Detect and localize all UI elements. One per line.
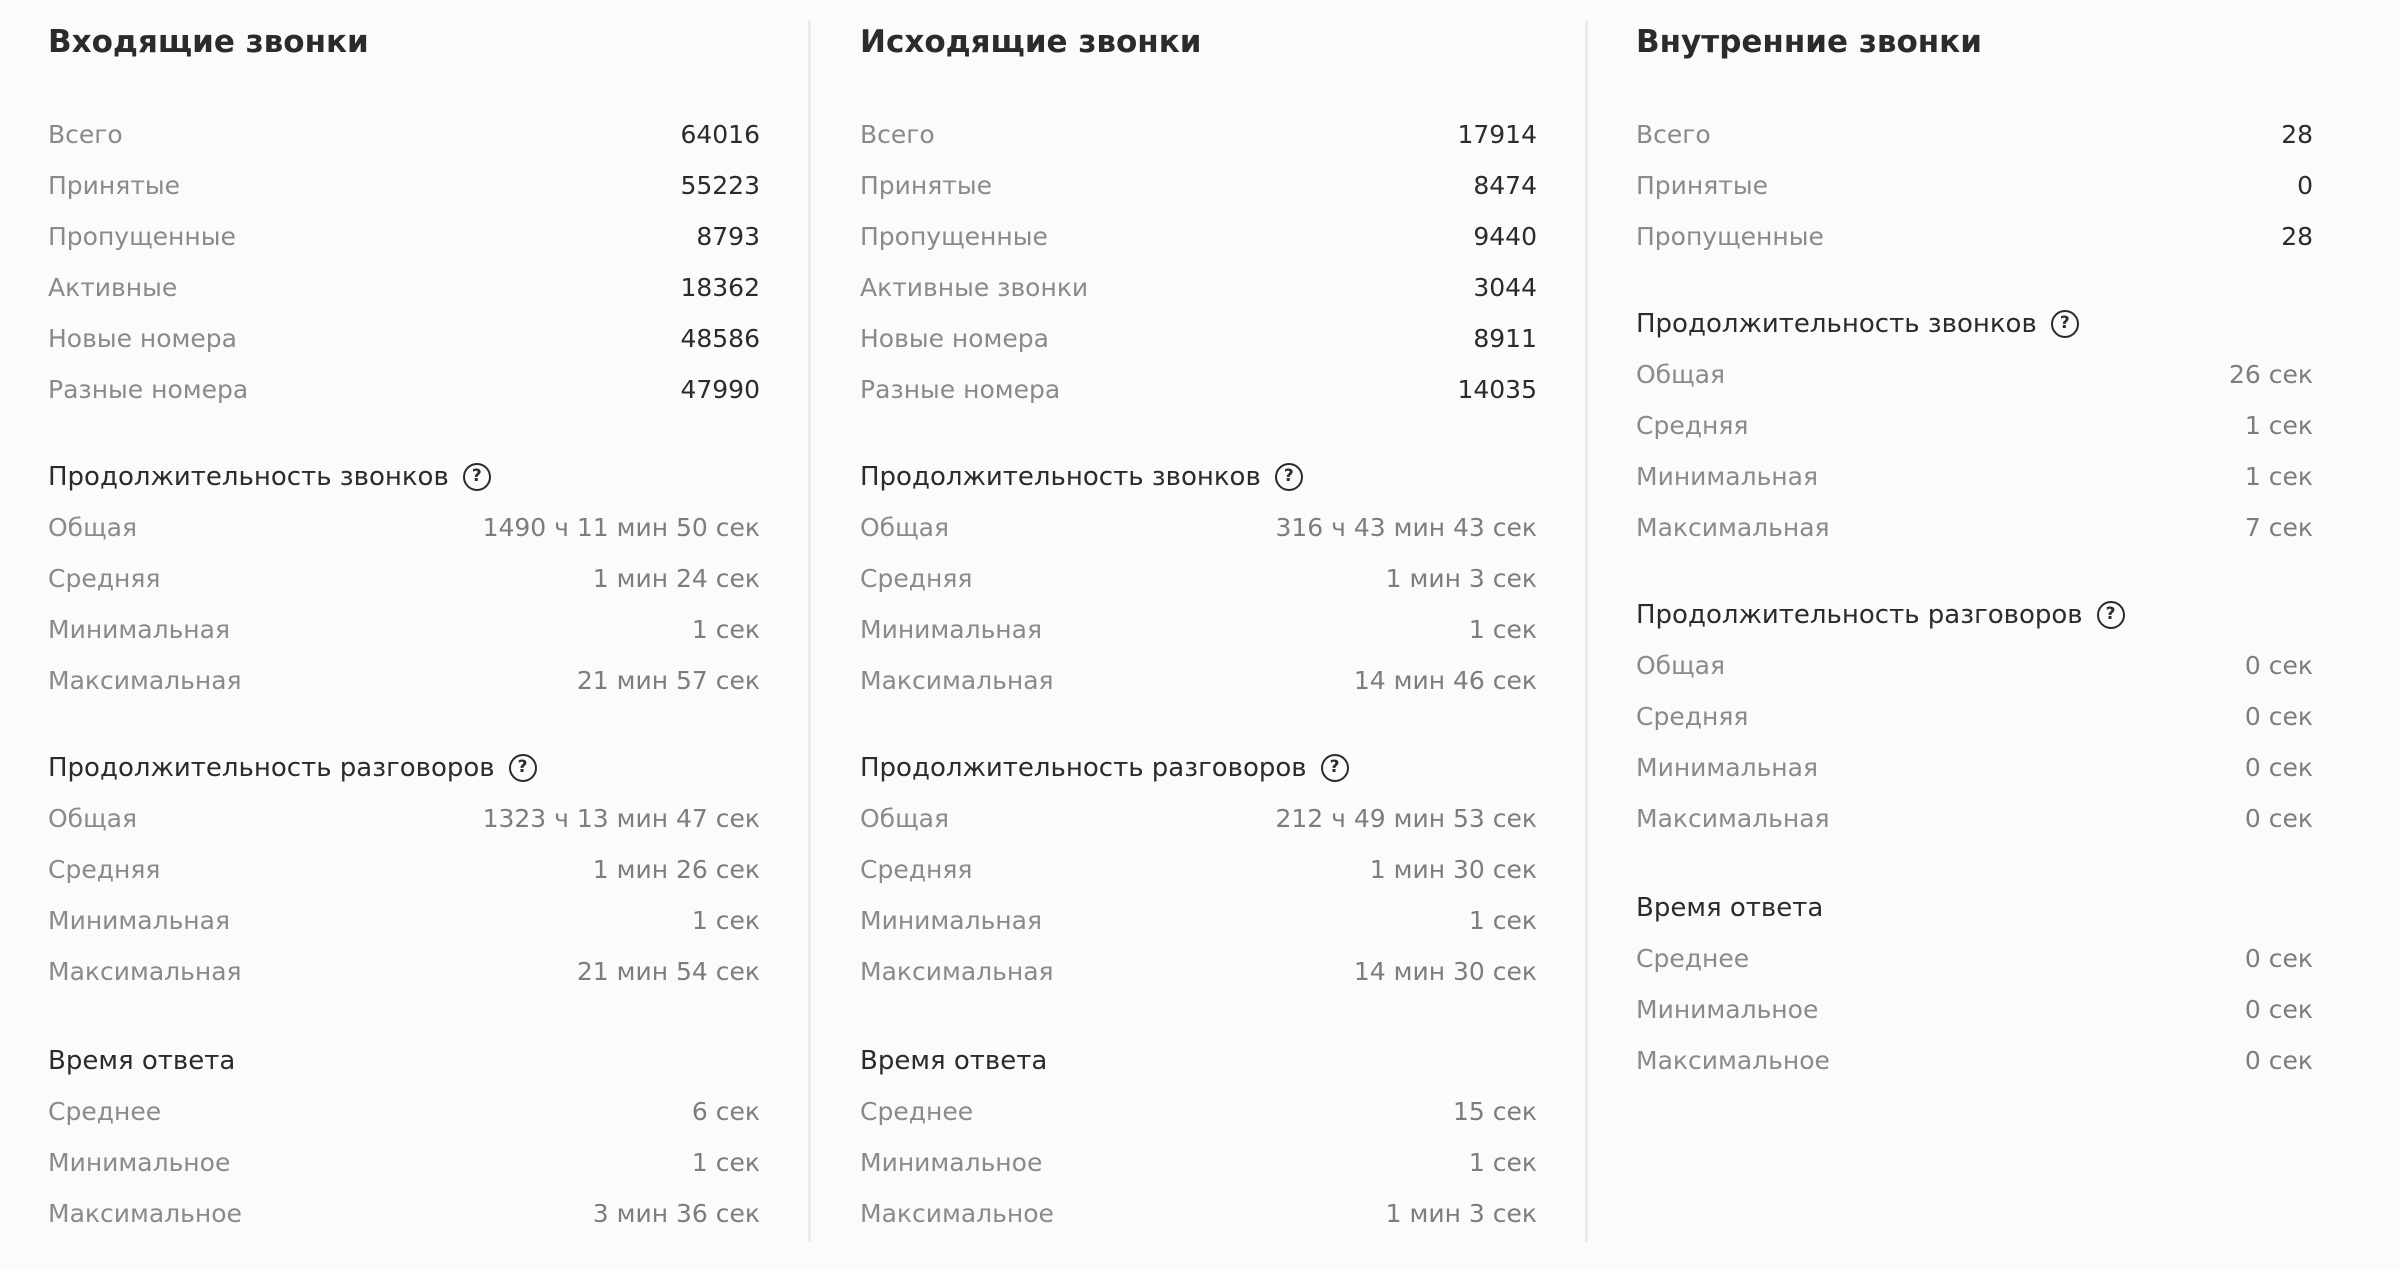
stat-label: Разные номера	[860, 375, 1061, 404]
duration-row-total	[48, 793, 760, 844]
stat-label: Среднее	[48, 1097, 162, 1126]
stat-value: 8474	[1473, 171, 1537, 200]
stat-value: 3 мин 36 сек	[592, 1199, 760, 1228]
question-circle-icon[interactable]: ?	[2051, 310, 2079, 338]
duration-row-max	[48, 946, 760, 997]
stat-value: 17914	[1457, 120, 1537, 149]
talk-duration-heading	[860, 742, 1349, 793]
stat-label: Активные звонки	[860, 273, 1089, 302]
stat-label: Разные номера	[48, 375, 249, 404]
answer-row-max	[48, 1188, 760, 1239]
section-title: Продолжительность звонков	[860, 461, 1261, 492]
stat-row-active	[860, 262, 1537, 313]
stat-value: 316 ч 43 мин 43 сек	[1275, 513, 1537, 542]
stat-value: 64016	[680, 120, 760, 149]
answer-row-min	[48, 1137, 760, 1188]
duration-row-max	[1636, 502, 2313, 553]
stat-label: Минимальная	[1636, 462, 1819, 491]
stat-value: 9440	[1473, 222, 1537, 251]
duration-row-min	[48, 604, 760, 655]
section-title: Время ответа	[860, 1045, 1048, 1076]
stat-label: Максимальная	[48, 957, 242, 986]
section-title: Продолжительность звонков	[1636, 308, 2037, 339]
stat-value: 0 сек	[2244, 1046, 2313, 1075]
internal-calls-title: Внутренние звонки	[1636, 24, 1982, 60]
stat-label: Общая	[48, 513, 138, 542]
stat-row-new-numbers	[860, 313, 1537, 364]
stat-value: 1490 ч 11 мин 50 сек	[482, 513, 760, 542]
stat-value: 1 мин 3 сек	[1385, 564, 1537, 593]
stat-label: Принятые	[1636, 171, 1768, 200]
section-title: Время ответа	[1636, 892, 1824, 923]
stat-value: 14 мин 30 сек	[1353, 957, 1537, 986]
stat-value: 28	[2281, 120, 2313, 149]
column-divider	[808, 20, 811, 1242]
duration-row-average	[860, 553, 1537, 604]
duration-row-total	[1636, 640, 2313, 691]
answer-row-min	[860, 1137, 1537, 1188]
incoming-calls-panel	[48, 0, 760, 1270]
duration-row-min	[860, 895, 1537, 946]
stat-row-missed	[1636, 211, 2313, 262]
duration-row-total	[48, 502, 760, 553]
stat-value: 28	[2281, 222, 2313, 251]
call-duration-heading	[860, 451, 1303, 502]
stat-label: Максимальная	[1636, 513, 1830, 542]
stat-value: 1 мин 30 сек	[1369, 855, 1537, 884]
stat-label: Минимальное	[860, 1148, 1043, 1177]
stat-label: Максимальное	[48, 1199, 242, 1228]
section-title: Время ответа	[48, 1045, 236, 1076]
stat-value: 55223	[680, 171, 760, 200]
stat-value: 0 сек	[2244, 651, 2313, 680]
stat-value: 1 сек	[2244, 462, 2313, 491]
duration-row-max	[860, 655, 1537, 706]
stat-row-total	[1636, 109, 2313, 160]
stat-value: 8911	[1473, 324, 1537, 353]
stat-value: 1 сек	[1468, 906, 1537, 935]
stat-value: 8793	[696, 222, 760, 251]
incoming-calls-title: Входящие звонки	[48, 24, 369, 60]
stat-value: 7 сек	[2244, 513, 2313, 542]
stat-value: 0 сек	[2244, 753, 2313, 782]
answer-time-heading	[1636, 882, 1823, 933]
stat-value: 1 сек	[691, 1148, 760, 1177]
duration-row-min	[1636, 742, 2313, 793]
stat-value: 0 сек	[2244, 995, 2313, 1024]
stat-label: Максимальная	[48, 666, 242, 695]
duration-row-max	[48, 655, 760, 706]
section-title: Продолжительность разговоров	[1636, 599, 2083, 630]
stat-label: Минимальное	[1636, 995, 1819, 1024]
stat-label: Максимальное	[1636, 1046, 1830, 1075]
stat-label: Активные	[48, 273, 178, 302]
answer-row-average	[1636, 933, 2313, 984]
answer-row-average	[860, 1086, 1537, 1137]
stat-label: Максимальная	[1636, 804, 1830, 833]
duration-row-min	[48, 895, 760, 946]
stat-value: 212 ч 49 мин 53 сек	[1275, 804, 1537, 833]
stat-label: Минимальная	[860, 906, 1043, 935]
stat-value: 47990	[680, 375, 760, 404]
stat-label: Средняя	[1636, 411, 1749, 440]
answer-row-average	[48, 1086, 760, 1137]
stat-label: Минимальная	[1636, 753, 1819, 782]
talk-duration-heading	[1636, 589, 2125, 640]
question-circle-icon[interactable]: ?	[2097, 601, 2125, 629]
duration-row-average	[48, 553, 760, 604]
stat-value: 1 сек	[1468, 1148, 1537, 1177]
question-circle-icon[interactable]: ?	[1275, 463, 1303, 491]
stat-label: Минимальная	[860, 615, 1043, 644]
stat-label: Общая	[860, 804, 950, 833]
stat-row-distinct-numbers	[860, 364, 1537, 415]
question-circle-icon[interactable]: ?	[463, 463, 491, 491]
call-duration-heading	[1636, 298, 2079, 349]
stat-label: Всего	[48, 120, 123, 149]
stat-row-accepted	[1636, 160, 2313, 211]
stat-value: 14035	[1457, 375, 1537, 404]
stat-label: Средняя	[48, 855, 161, 884]
stat-label: Принятые	[48, 171, 180, 200]
stat-row-accepted	[860, 160, 1537, 211]
stat-value: 1323 ч 13 мин 47 сек	[482, 804, 760, 833]
stat-value: 6 сек	[691, 1097, 760, 1126]
stat-label: Минимальная	[48, 615, 231, 644]
stat-value: 1 сек	[691, 906, 760, 935]
section-title: Продолжительность разговоров	[860, 752, 1307, 783]
stat-label: Средняя	[48, 564, 161, 593]
outgoing-calls-panel	[860, 0, 1537, 1270]
stat-row-total	[48, 109, 760, 160]
duration-row-average	[1636, 400, 2313, 451]
stat-value: 1 сек	[2244, 411, 2313, 440]
stat-label: Общая	[860, 513, 950, 542]
stat-label: Пропущенные	[1636, 222, 1824, 251]
internal-calls-panel	[1636, 0, 2313, 1270]
stat-label: Среднее	[860, 1097, 974, 1126]
stat-value: 1 мин 24 сек	[592, 564, 760, 593]
duration-row-min	[860, 604, 1537, 655]
duration-row-total	[860, 793, 1537, 844]
stat-value: 1 сек	[1468, 615, 1537, 644]
stat-label: Максимальное	[860, 1199, 1054, 1228]
stat-row-active	[48, 262, 760, 313]
stat-label: Общая	[48, 804, 138, 833]
stat-value: 18362	[680, 273, 760, 302]
stat-label: Средняя	[860, 564, 973, 593]
stat-value: 1 мин 3 сек	[1385, 1199, 1537, 1228]
answer-time-heading	[860, 1035, 1047, 1086]
answer-time-heading	[48, 1035, 235, 1086]
column-divider	[1585, 20, 1588, 1242]
duration-row-total	[1636, 349, 2313, 400]
stat-label: Пропущенные	[860, 222, 1048, 251]
stat-value: 0	[2297, 171, 2313, 200]
stat-value: 15 сек	[1453, 1097, 1537, 1126]
stat-label: Общая	[1636, 651, 1726, 680]
stat-label: Минимальное	[48, 1148, 231, 1177]
stat-row-missed	[860, 211, 1537, 262]
stat-label: Всего	[1636, 120, 1711, 149]
stat-label: Пропущенные	[48, 222, 236, 251]
stat-row-total	[860, 109, 1537, 160]
stat-label: Новые номера	[860, 324, 1049, 353]
stat-label: Общая	[1636, 360, 1726, 389]
stat-row-new-numbers	[48, 313, 760, 364]
stat-value: 3044	[1473, 273, 1537, 302]
stat-value: 1 сек	[691, 615, 760, 644]
duration-row-average	[860, 844, 1537, 895]
talk-duration-heading	[48, 742, 537, 793]
duration-row-max	[860, 946, 1537, 997]
stat-label: Принятые	[860, 171, 992, 200]
stat-value: 21 мин 57 сек	[576, 666, 760, 695]
stat-label: Средняя	[860, 855, 973, 884]
outgoing-calls-title: Исходящие звонки	[860, 24, 1202, 60]
stat-value: 0 сек	[2244, 702, 2313, 731]
stat-label: Среднее	[1636, 944, 1750, 973]
stat-value: 48586	[680, 324, 760, 353]
stat-label: Средняя	[1636, 702, 1749, 731]
stat-label: Новые номера	[48, 324, 237, 353]
section-title: Продолжительность звонков	[48, 461, 449, 492]
answer-row-min	[1636, 984, 2313, 1035]
stat-value: 26 сек	[2229, 360, 2313, 389]
duration-row-average	[48, 844, 760, 895]
duration-row-max	[1636, 793, 2313, 844]
stat-value: 21 мин 54 сек	[576, 957, 760, 986]
answer-row-max	[1636, 1035, 2313, 1086]
stat-label: Всего	[860, 120, 935, 149]
call-duration-heading	[48, 451, 491, 502]
stat-value: 14 мин 46 сек	[1353, 666, 1537, 695]
question-circle-icon[interactable]: ?	[509, 754, 537, 782]
duration-row-min	[1636, 451, 2313, 502]
question-circle-icon[interactable]: ?	[1321, 754, 1349, 782]
stat-row-accepted	[48, 160, 760, 211]
stat-value: 0 сек	[2244, 944, 2313, 973]
answer-row-max	[860, 1188, 1537, 1239]
stat-value: 1 мин 26 сек	[592, 855, 760, 884]
stat-row-missed	[48, 211, 760, 262]
stat-label: Максимальная	[860, 957, 1054, 986]
stat-label: Максимальная	[860, 666, 1054, 695]
stat-row-distinct-numbers	[48, 364, 760, 415]
stat-value: 0 сек	[2244, 804, 2313, 833]
duration-row-total	[860, 502, 1537, 553]
stat-label: Минимальная	[48, 906, 231, 935]
duration-row-average	[1636, 691, 2313, 742]
section-title: Продолжительность разговоров	[48, 752, 495, 783]
